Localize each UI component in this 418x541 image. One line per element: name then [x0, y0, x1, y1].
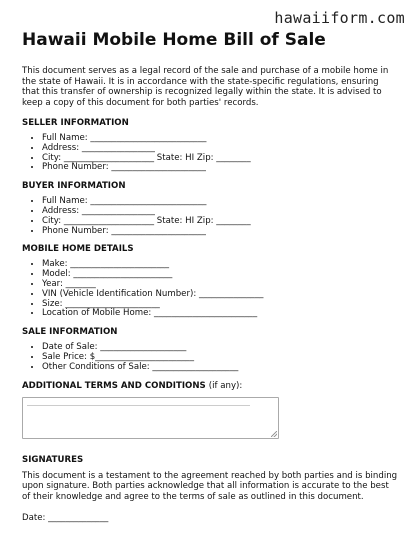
signatures-paragraph: This document is a testament to the agreement reached by both parties and is binding upon signature. Both parties acknowledge that all information is accurate to the best of their knowledge and agree to the terms of sale as outlined in this document.	[22, 470, 398, 502]
home-location: • Location of Mobile Home: ________________________	[42, 309, 398, 319]
seller-heading: SELLER INFORMATION	[22, 118, 129, 128]
buyer-heading: BUYER INFORMATION	[22, 181, 126, 192]
home-vin: • VIN (Vehicle Identification Number): _______________	[42, 290, 398, 300]
buyer-address: • Address: _________________	[42, 207, 398, 217]
seller-phone: • Phone Number: ______________________	[42, 163, 398, 173]
buyer-city-state-zip: • City: _____________________ State: HI Zip: ________	[42, 217, 398, 227]
resize-grip-icon[interactable]	[271, 431, 277, 437]
seller-list	[22, 134, 398, 173]
terms-heading-main: ADDITIONAL TERMS AND CONDITIONS	[22, 380, 206, 391]
seller-full-name: • Full Name: ___________________________	[42, 134, 398, 144]
sale-heading: SALE INFORMATION	[22, 327, 118, 338]
home-heading: MOBILE HOME DETAILS	[22, 244, 134, 255]
sale-date: • Date of Sale: ____________________	[42, 343, 398, 353]
signatures-heading: SIGNATURES	[22, 454, 84, 465]
intro-paragraph: This document serves as a legal record of the sale and purchase of a mobile home in the state of Hawaii. It is in accordance with the state-specific regulations, ensuring that this transfer of ownership is recognized legally within the state. It is advised to keep a copy of this document for both parties' records.	[22, 66, 389, 108]
page-title: Hawaii Mobile Home Bill of Sale	[22, 30, 326, 50]
sale-price: • Sale Price: $_______________________	[42, 353, 398, 363]
seller-address: • Address: _________________	[42, 144, 398, 154]
buyer-phone: • Phone Number: ______________________	[42, 227, 398, 237]
document	[22, 30, 398, 524]
buyer-full-name: • Full Name: ___________________________	[42, 197, 398, 207]
date-field: Date: ______________	[22, 513, 109, 524]
sale-other-conditions: • Other Conditions of Sale: ____________________	[42, 363, 398, 373]
sale-list	[22, 343, 398, 372]
terms-heading-extra: (if any):	[208, 380, 243, 391]
seller-city-state-zip: • City: _____________________ State: HI Zip: ________	[42, 154, 398, 164]
home-size: • Size: ______________________	[42, 300, 398, 310]
terms-heading	[22, 381, 398, 392]
home-make: • Make: _______________________	[42, 260, 398, 270]
buyer-list	[22, 197, 398, 236]
home-year: • Year: _______	[42, 280, 398, 290]
site-name: hawaiiform.com	[274, 9, 405, 27]
home-model: • Model: _______________________	[42, 270, 398, 280]
terms-textarea[interactable]	[22, 397, 279, 439]
textarea-guide-line	[27, 405, 250, 406]
home-list	[22, 260, 398, 319]
